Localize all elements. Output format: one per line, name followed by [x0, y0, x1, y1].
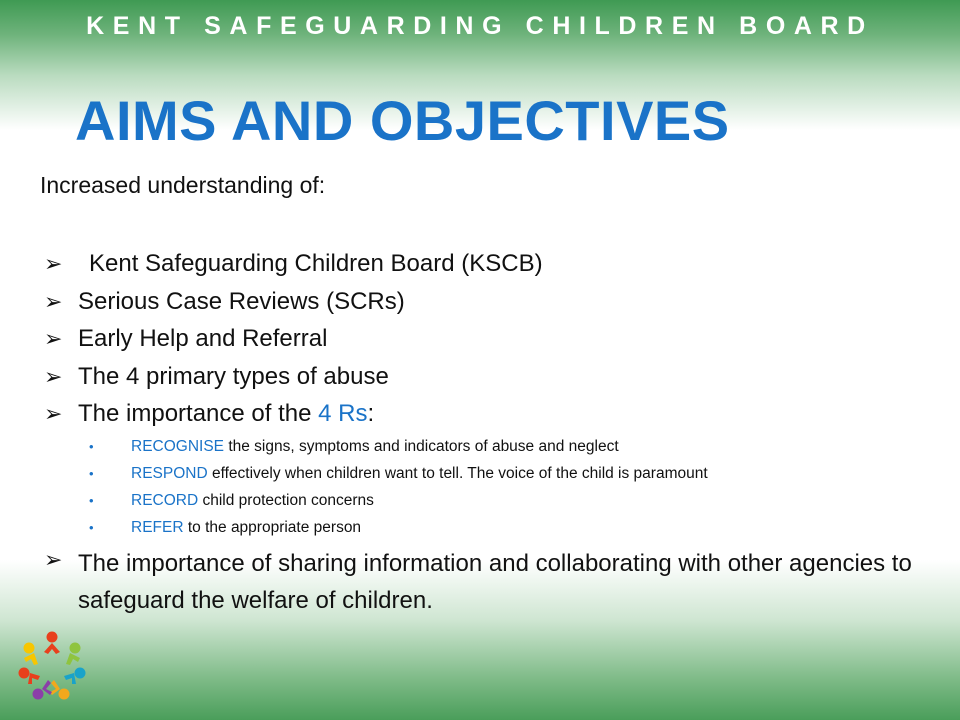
sub-item — [40, 433, 940, 460]
list-item — [40, 245, 940, 283]
sub-item-text: child protection concerns — [198, 491, 374, 509]
objectives-list — [40, 245, 940, 619]
list-item-4rs — [40, 395, 940, 433]
sub-item-text: effectively when children want to tell. The voice of the child is paramount — [207, 464, 708, 482]
list-item — [40, 320, 940, 358]
list-item-text: Kent Safeguarding Children Board (KSCB) — [89, 250, 543, 277]
sub-item-text: to the appropriate person — [183, 518, 362, 536]
list-item-final — [40, 541, 940, 619]
list-item-text: The 4 primary types of abuse — [78, 362, 389, 390]
slide-title: AIMS AND OBJECTIVES — [75, 89, 730, 152]
bullet-dot-icon: • — [89, 519, 94, 535]
intro-text: Increased understanding of: — [40, 172, 326, 198]
arrow-bullet-icon: ➢ — [44, 363, 63, 389]
arrow-bullet-icon: ➢ — [44, 251, 63, 276]
list-item — [40, 283, 940, 321]
bullet-dot-icon: • — [89, 465, 94, 481]
sub-item — [40, 460, 940, 487]
sub-item-keyword: RECORD — [131, 491, 199, 509]
arrow-bullet-icon: ➢ — [44, 546, 63, 572]
board-header: KENT SAFEGUARDING CHILDREN BOARD — [86, 12, 874, 40]
sub-item-keyword: RECOGNISE — [131, 437, 225, 455]
rs-suffix: : — [367, 400, 375, 427]
arrow-bullet-icon: ➢ — [44, 288, 63, 314]
list-item — [40, 358, 940, 396]
arrow-bullet-icon: ➢ — [44, 401, 63, 426]
list-item-text: Early Help and Referral — [78, 325, 328, 352]
bullet-dot-icon: • — [89, 492, 94, 508]
sub-item-keyword: RESPOND — [131, 464, 208, 482]
children-circle-logo-icon — [14, 628, 90, 704]
sub-item-text: the signs, symptoms and indicators of abuse and neglect — [224, 437, 619, 455]
sub-item — [40, 487, 940, 514]
rs-prefix: The importance of the — [78, 400, 312, 427]
sub-item — [40, 514, 940, 541]
rs-highlight: 4 Rs — [318, 400, 368, 427]
list-item-text: Serious Case Reviews (SCRs) — [78, 287, 405, 315]
sub-item-keyword: REFER — [131, 518, 184, 536]
list-item-text: The importance of sharing information and collaborating with other agencies to safeguard the welfare of children. — [78, 549, 912, 614]
arrow-bullet-icon: ➢ — [44, 326, 63, 351]
bullet-dot-icon: • — [89, 438, 94, 454]
